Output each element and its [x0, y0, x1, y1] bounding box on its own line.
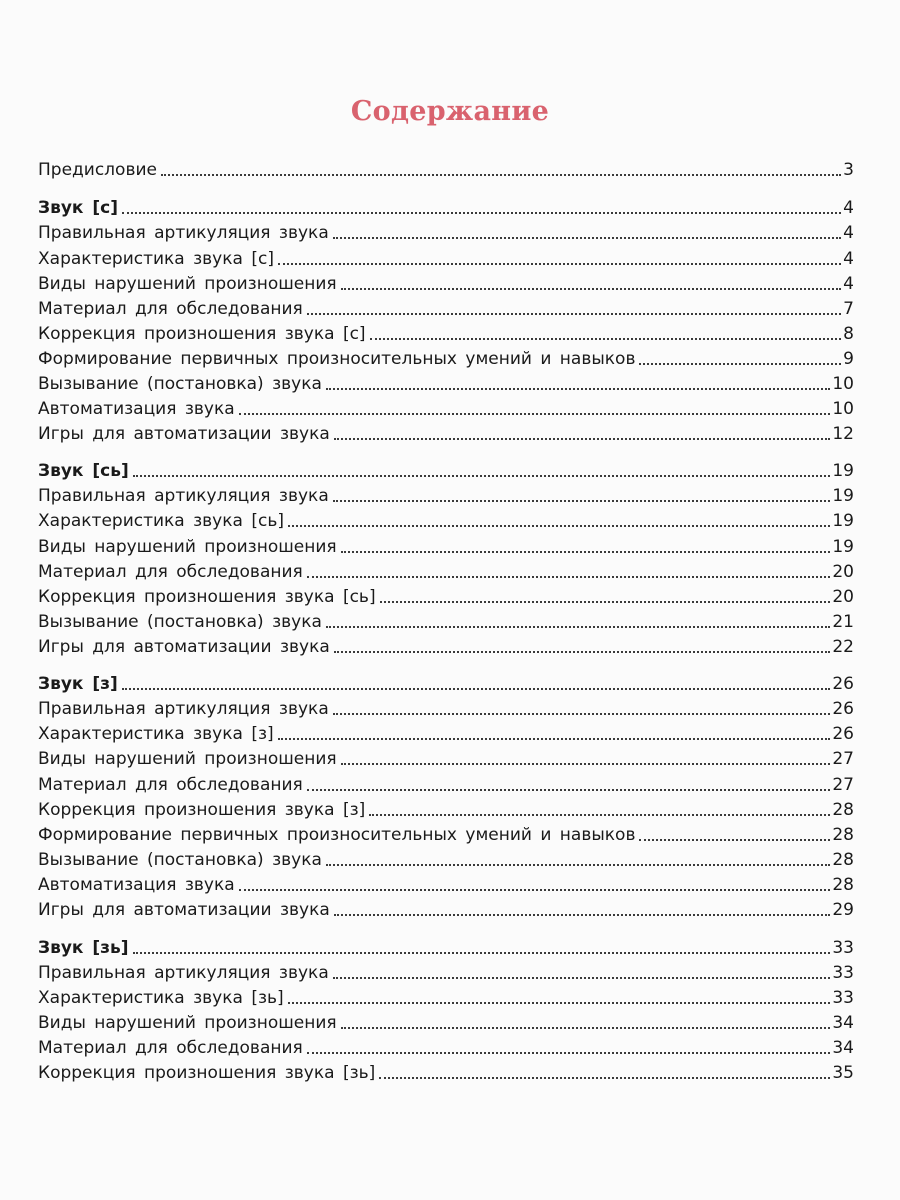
toc-entry-title: Материал для обследования [38, 775, 303, 795]
toc-entry [38, 245, 854, 269]
dot-leader [341, 551, 831, 553]
dot-leader [369, 814, 830, 816]
toc-entry-title: Виды нарушений произношения [38, 1013, 337, 1033]
dot-leader [380, 601, 831, 603]
dot-leader [326, 388, 830, 390]
toc-page-number: 19 [832, 486, 854, 506]
toc-page-number: 27 [832, 749, 854, 769]
dot-leader [288, 525, 830, 527]
dot-leader [161, 174, 841, 176]
dot-leader [122, 688, 831, 690]
toc-entry-title: Автоматизация звука [38, 399, 235, 419]
toc-page-number: 10 [832, 374, 854, 394]
toc-entry [38, 896, 854, 920]
toc-entry [38, 420, 854, 444]
toc-entry-title: Звук [с] [38, 198, 118, 218]
toc-entry-title: Автоматизация звука [38, 875, 235, 895]
toc-section-heading [38, 457, 854, 481]
dot-leader [133, 475, 831, 477]
toc-page-number: 33 [832, 988, 854, 1008]
toc-entry [38, 695, 854, 719]
toc-page-number: 3 [843, 160, 854, 180]
toc-entry-title: Материал для обследования [38, 299, 303, 319]
dot-leader [326, 626, 830, 628]
toc-entry [38, 1059, 854, 1083]
toc-entry [38, 370, 854, 394]
toc-entry [38, 482, 854, 506]
toc-entry-title: Правильная артикуляция звука [38, 699, 329, 719]
toc-page-number: 21 [832, 612, 854, 632]
toc-entry-title: Коррекция произношения звука [зь] [38, 1063, 376, 1083]
toc-entry [38, 633, 854, 657]
toc-entry [38, 558, 854, 582]
toc-page-number: 9 [843, 349, 854, 369]
toc-page-number: 22 [832, 637, 854, 657]
toc-entry [38, 821, 854, 845]
toc-entry-title: Звук [зь] [38, 938, 129, 958]
toc-page-number: 28 [832, 800, 854, 820]
toc-page-number: 29 [832, 900, 854, 920]
toc-entry-title: Характеристика звука [з] [38, 724, 274, 744]
toc-page-number: 12 [832, 424, 854, 444]
toc-entry [38, 533, 854, 557]
toc-entry [38, 871, 854, 895]
toc-page-number: 28 [832, 825, 854, 845]
toc-page-number: 7 [843, 299, 854, 319]
toc-entry [38, 583, 854, 607]
toc-page-number: 26 [832, 699, 854, 719]
toc-entry [38, 959, 854, 983]
dot-leader [307, 789, 831, 791]
toc-entry-title: Характеристика звука [сь] [38, 511, 284, 531]
toc-entry-title: Игры для автоматизации звука [38, 637, 330, 657]
toc-entry [38, 796, 854, 820]
page-title: Содержание [350, 96, 550, 128]
toc-page-number: 4 [843, 249, 854, 269]
toc-entry [38, 984, 854, 1008]
dot-leader [307, 313, 841, 315]
toc-page-number: 27 [832, 775, 854, 795]
dot-leader [333, 713, 831, 715]
toc-entry [38, 295, 854, 319]
dot-leader [307, 576, 831, 578]
dot-leader [122, 212, 841, 214]
toc-entry-title: Виды нарушений произношения [38, 274, 337, 294]
toc-entry-title: Правильная артикуляция звука [38, 963, 329, 983]
toc-entry-title: Виды нарушений произношения [38, 537, 337, 557]
dot-leader [639, 839, 830, 841]
toc-entry [38, 507, 854, 531]
dot-leader [333, 500, 831, 502]
toc-entry-title: Правильная артикуляция звука [38, 486, 329, 506]
toc-entry [38, 1009, 854, 1033]
toc-page-number: 20 [832, 562, 854, 582]
toc-page-number: 28 [832, 850, 854, 870]
toc-entry [38, 156, 854, 180]
toc-entry-title: Формирование первичных произносительных умений и навыков [38, 825, 636, 845]
toc-entry [38, 720, 854, 744]
dot-leader [278, 738, 831, 740]
toc-section-heading [38, 934, 854, 958]
toc-entry [38, 320, 854, 344]
toc-entry [38, 608, 854, 632]
toc-entry-title: Вызывание (постановка) звука [38, 374, 322, 394]
toc-page-number: 35 [832, 1063, 854, 1083]
toc-page-number: 8 [843, 324, 854, 344]
toc-entry-title: Формирование первичных произносительных умений и навыков [38, 349, 636, 369]
dot-leader [278, 263, 841, 265]
toc-page-number: 20 [832, 587, 854, 607]
dot-leader [341, 288, 842, 290]
toc-entry-title: Коррекция произношения звука [с] [38, 324, 366, 344]
dot-leader [639, 363, 841, 365]
toc-entry-title: Материал для обследования [38, 1038, 303, 1058]
toc-entry [38, 745, 854, 769]
dot-leader [379, 1077, 830, 1079]
toc-entry-title: Вызывание (постановка) звука [38, 612, 322, 632]
toc-entry-title: Характеристика звука [зь] [38, 988, 284, 1008]
dot-leader [326, 864, 830, 866]
dot-leader [334, 914, 831, 916]
toc-page-number: 33 [832, 963, 854, 983]
toc-entry-title: Предисловие [38, 160, 157, 180]
dot-leader [334, 438, 831, 440]
toc-entry-title: Правильная артикуляция звука [38, 223, 329, 243]
toc-entry-title: Коррекция произношения звука [з] [38, 800, 366, 820]
dot-leader [370, 338, 842, 340]
toc-page-number: 28 [832, 875, 854, 895]
toc-page-number: 10 [832, 399, 854, 419]
toc-page-number: 19 [832, 511, 854, 531]
toc-entry-title: Коррекция произношения звука [сь] [38, 587, 376, 607]
dot-leader [341, 763, 831, 765]
dot-leader [333, 237, 841, 239]
toc-page-number: 4 [843, 198, 854, 218]
dot-leader [307, 1052, 831, 1054]
toc-page-number: 33 [832, 938, 854, 958]
toc-entry-title: Звук [сь] [38, 461, 129, 481]
dot-leader [239, 889, 831, 891]
toc-section-heading [38, 670, 854, 694]
toc-entry [38, 395, 854, 419]
toc-entry [38, 345, 854, 369]
toc-entry-title: Вызывание (постановка) звука [38, 850, 322, 870]
dot-leader [133, 952, 831, 954]
dot-leader [341, 1027, 831, 1029]
dot-leader [333, 977, 831, 979]
toc-entry [38, 771, 854, 795]
toc-entry-title: Игры для автоматизации звука [38, 424, 330, 444]
toc-entry [38, 270, 854, 294]
toc-entry [38, 846, 854, 870]
dot-leader [239, 413, 831, 415]
toc-page-number: 26 [832, 674, 854, 694]
toc-entry-title: Виды нарушений произношения [38, 749, 337, 769]
toc-page-number: 34 [832, 1013, 854, 1033]
toc-page-number: 26 [832, 724, 854, 744]
toc-entry-title: Характеристика звука [с] [38, 249, 274, 269]
toc-entry [38, 1034, 854, 1058]
toc-entry-title: Игры для автоматизации звука [38, 900, 330, 920]
dot-leader [334, 651, 831, 653]
toc-section-heading [38, 194, 854, 218]
toc-page-number: 4 [843, 274, 854, 294]
toc-entry-title: Звук [з] [38, 674, 118, 694]
toc-entry [38, 219, 854, 243]
toc-page-number: 19 [832, 461, 854, 481]
toc-page-number: 19 [832, 537, 854, 557]
toc-page-number: 34 [832, 1038, 854, 1058]
toc-page-number: 4 [843, 223, 854, 243]
dot-leader [288, 1002, 831, 1004]
toc-entry-title: Материал для обследования [38, 562, 303, 582]
